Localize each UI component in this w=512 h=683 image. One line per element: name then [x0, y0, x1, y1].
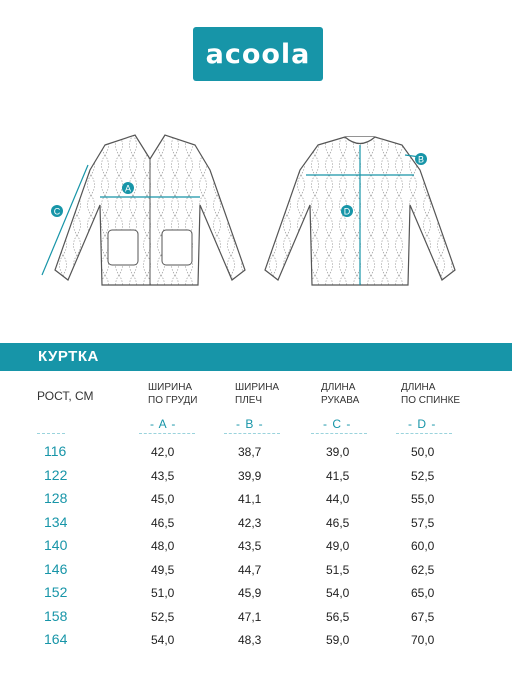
- table-title-banner: [0, 343, 512, 371]
- value-cell: 49,0: [326, 539, 350, 553]
- brand-logo: acoola: [193, 27, 323, 81]
- divider: [224, 433, 280, 434]
- value-cell: 43,5: [238, 539, 262, 553]
- value-cell: 55,0: [411, 492, 435, 506]
- col-code-b: - B -: [236, 417, 264, 431]
- value-cell: 57,5: [411, 515, 435, 530]
- height-cell: 152: [44, 584, 68, 600]
- table-title: КУРТКА: [38, 348, 99, 365]
- table-row: [0, 537, 512, 559]
- value-cell: 49,5: [151, 562, 175, 577]
- value-cell: 41,5: [326, 468, 350, 483]
- height-cell: 122: [44, 466, 68, 483]
- value-cell: 70,0: [411, 633, 435, 647]
- value-cell: 39,9: [238, 468, 262, 483]
- value-cell: 47,1: [238, 609, 262, 624]
- value-cell: 48,3: [238, 633, 262, 647]
- value-cell: 60,0: [411, 539, 435, 553]
- divider: [311, 433, 367, 434]
- height-cell: 146: [44, 560, 68, 577]
- jacket-illustration: [0, 95, 512, 325]
- value-cell: 56,5: [326, 609, 350, 624]
- value-cell: 42,0: [151, 445, 175, 459]
- value-cell: 46,5: [326, 515, 350, 530]
- table-row: [0, 490, 512, 512]
- col-header-b: ШИРИНА ПЛЕЧ: [235, 382, 280, 406]
- height-cell: 134: [44, 513, 68, 530]
- divider: [139, 433, 195, 434]
- value-cell: 52,5: [151, 609, 175, 624]
- col-header-a: ШИРИНА ПО ГРУДИ: [148, 382, 198, 406]
- jacket-front: [42, 135, 245, 285]
- table-row: [0, 443, 512, 465]
- value-cell: 42,3: [238, 515, 262, 530]
- label-d: D: [343, 206, 351, 217]
- value-cell: 51,0: [151, 586, 175, 600]
- value-cell: 52,5: [411, 468, 435, 483]
- value-cell: 44,0: [326, 492, 350, 506]
- value-cell: 45,0: [151, 492, 175, 506]
- divider: [396, 433, 452, 434]
- col-code-d: - D -: [408, 417, 437, 431]
- value-cell: 45,9: [238, 586, 262, 600]
- col-code-c: - C -: [323, 417, 352, 431]
- height-cell: 116: [44, 443, 67, 459]
- table-row: [0, 561, 512, 583]
- height-header: РОСТ, СМ: [37, 389, 94, 403]
- value-cell: 59,0: [326, 633, 350, 647]
- value-cell: 50,0: [411, 445, 435, 459]
- value-cell: 51,5: [326, 562, 350, 577]
- label-a: A: [124, 183, 132, 194]
- divider: [37, 433, 65, 434]
- value-cell: 62,5: [411, 562, 435, 577]
- table-row: [0, 467, 512, 489]
- label-b: B: [417, 154, 425, 165]
- value-cell: 44,7: [238, 562, 262, 577]
- value-cell: 67,5: [411, 609, 435, 624]
- table-row: [0, 584, 512, 606]
- value-cell: 43,5: [151, 468, 175, 483]
- table-row: [0, 631, 512, 653]
- col-header-c: ДЛИНА РУКАВА: [321, 382, 360, 406]
- value-cell: 46,5: [151, 515, 175, 530]
- col-header-d: ДЛИНА ПО СПИНКЕ: [401, 382, 461, 406]
- table-row: [0, 514, 512, 536]
- height-cell: 158: [44, 607, 68, 624]
- value-cell: 65,0: [411, 586, 435, 600]
- value-cell: 48,0: [151, 539, 175, 553]
- value-cell: 41,1: [238, 492, 262, 506]
- height-cell: 128: [44, 490, 68, 506]
- col-code-a: - A -: [150, 417, 177, 431]
- value-cell: 54,0: [326, 586, 350, 600]
- height-cell: 164: [44, 631, 68, 647]
- value-cell: 54,0: [151, 633, 175, 647]
- table-row: [0, 608, 512, 630]
- value-cell: 38,7: [238, 445, 262, 459]
- label-c: C: [53, 206, 61, 217]
- value-cell: 39,0: [326, 445, 350, 459]
- height-cell: 140: [44, 537, 68, 553]
- jacket-back: [265, 137, 455, 285]
